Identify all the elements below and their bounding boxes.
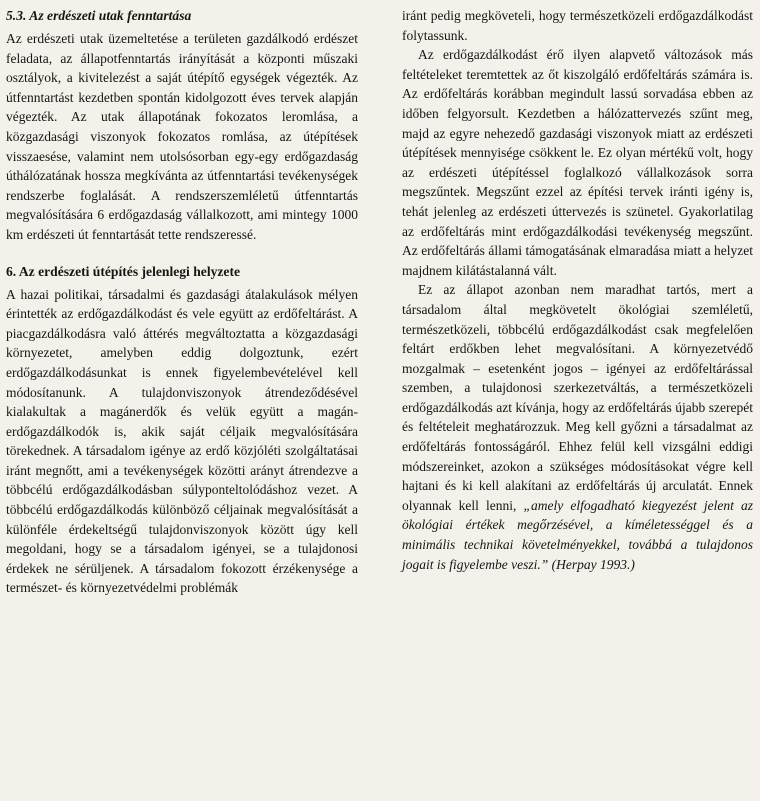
paragraph-new-role [402, 280, 753, 574]
section-heading-6: 6. Az erdészeti útépítés jelenlegi helyzete [6, 263, 241, 279]
right-column [402, 6, 753, 574]
paragraph-new-role-text: Ez az állapot azonban nem maradhat tartós, mert a társadalom által megkövetelt ökológiai szemléletű, természetközeli, többcélú erdőgazdálkodást csak megfelelően feltárt erdőkben lehet megvalósítani. A környezetvédő mozgalmak – esetenként jogos – igényei az erdőfeltárással szemben, a tulajdonosi szerkezetváltás, a természetközeli erdőgazdálkodás azt kívánja, hogy az erdőfeltárás újabb szerepét és feltételeit meghatározzuk. Meg kell győzni a társadalmat az erdőfeltárás fontosságáról. Ehhez felül kell vizsgálni eddigi módszereinket, azokon a szükséges módosításokat végre kell hajtani és ki kell alakítani az erdőfeltárás új arculatát. Ennek olyannak kell lenni, [402, 282, 753, 513]
paragraph-current-situation: A hazai politikai, társadalmi és gazdasági átalakulások mélyen érintették az erdőgazdálkodást és vele együtt az erdőfeltárást. A piacgazdálkodásra való áttérés megváltoztatta a közgazdasági környezetet, amelyben eddig dolgoztunk, ezért erdőgazdálkodásunkat is ennek figyelembevételével kell módosítanunk. A tulajdonviszonyok átrendeződésével kialakultak a magánerdők és velük együtt a magán-erdőgazdálkodók is, akik saját céljaik megvalósítására törekednek. A társadalom igénye az erdő közjóléti szolgáltatásai iránt megnőtt, ami a tevékenységek közötti arányt átrendezve a többcélú erdőgazdálkodásban súlyponteltolódáshoz vezet. A többcélú erdőgazdálkodás különböző céljainak megvalósítását a különféle érdekeltségű tulajdonviszonyok között úgy kell megoldani, hogy se a társadalom igényei, se a tulajdonosi érdekek ne sérüljenek. A társadalom fokozott érzékenysége a természet- és környezetvédelmi problémák [6, 286, 358, 596]
section-heading-5-3: 5.3. Az erdészeti utak fenntartása [6, 8, 192, 23]
paragraph-road-maintenance: Az erdészeti utak üzemeltetése a területen gazdálkodó erdészet feladata, az állapotfenntartás irányítását a központi műszaki osztályok, a kivitelezést a saját útépítő egységek végezték. Az útfenntartást kezdetben spontán kidolgozott éves tervek alapján végezték. Az utak állapotának fokozatos leromlása, a közgazdasági viszonyok fokozatos romlása, az útépítések visszaesése, valamint nem utolsósorban egy-egy erdőgazdaság úthálózatának hossza megkívánta az útfenntartási tevékenységek rendszerbe foglalását. A rendszerszemléletű útfenntartás megvalósítására 6 erdőgazdaság vállalkozott, ami mintegy 1000 km erdészeti út fenntartását tette rendszeressé. [6, 31, 358, 242]
quotation: „amely elfogadható kiegyezést jelent az ökológiai értékek megőrzésével, a kíméletességgel és a minimális technikai követelményekkel, továbbá a tulajdonos jogait is figyelembe veszi.” [402, 497, 753, 572]
left-column [6, 6, 358, 598]
paragraph-changes: Az erdőgazdálkodást érő ilyen alapvető változások más feltételeket teremtettek az őt kiszolgáló erdőfeltárás számára is. Az erdőfeltárás korábban megindult lassú sorvadása ebben az időben felgyorsult. Kezdetben a hálózattervezés szűnt meg, majd az egyre nehezedő gazdasági viszonyok miatt az erdészeti útépítések mennyisége csökkent le. Ez olyan mértékű volt, hogy az erdészeti útépítéssel foglalkozó vállalkozások sorra megszűntek. Megszűnt ezzel az építési tervek iránti igény is, tehát jelenleg az erdészeti úttervezés is szünetel. Gyakorlatilag az erdőfeltárás mint erdőgazdálkodási tevékenység megszűnt. Az erdőfeltárás állami támogatásának elmaradása miatt a helyzet majdnem kilátástalanná vált. [402, 47, 753, 278]
citation: (Herpay 1993.) [548, 556, 635, 572]
paragraph-continuation: iránt pedig megköveteli, hogy természetközeli erdőgazdálkodást folytassunk. [402, 8, 753, 43]
